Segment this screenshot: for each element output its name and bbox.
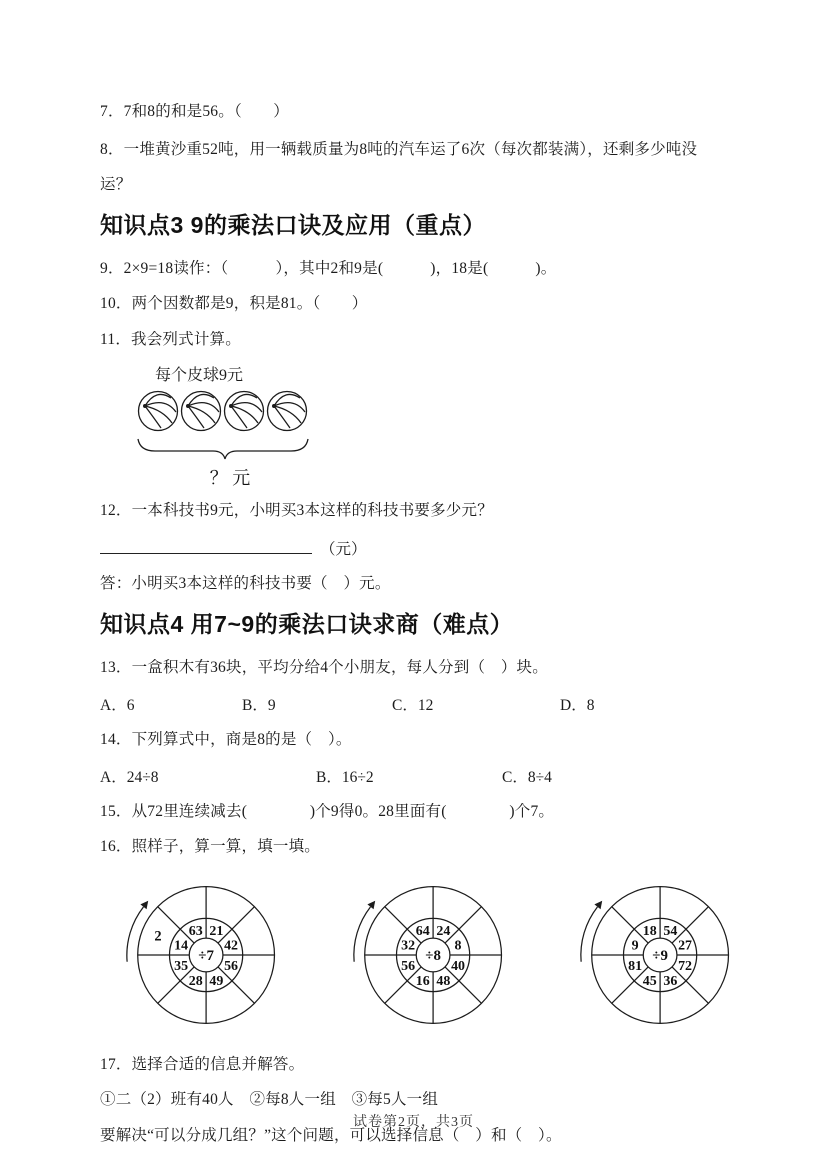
- wheel-inner-value: 54: [663, 924, 678, 940]
- wheel-inner-value: 56: [401, 959, 416, 975]
- wheel-inner-value: 49: [209, 974, 224, 990]
- question-14: 14．下列算式中，商是8的是（ ）。: [100, 730, 352, 748]
- division-wheel-7: [104, 865, 287, 1045]
- answer-unit: （元）: [320, 540, 367, 558]
- division-wheels-figure: [104, 865, 741, 1045]
- question-7: 7．7和8的和是56。（ ）: [100, 103, 290, 120]
- wheel-inner-value: 28: [188, 974, 203, 990]
- balls-figure: [100, 362, 741, 491]
- wheel-inner-value: 16: [415, 974, 430, 990]
- heading-knowledge-point-4: 知识点4 用7~9的乘法口诀求商（难点）: [100, 610, 514, 637]
- balls-question-text: ？ 元: [209, 467, 251, 488]
- question-13: 13．一盒积木有36块，平均分给4个小朋友，每人分到（ ）块。: [100, 658, 548, 676]
- wheel-inner-value: 27: [678, 938, 693, 954]
- wheel-inner-value: 24: [436, 924, 451, 940]
- option-a: A．24÷8: [100, 769, 159, 787]
- wheel-inner-value: 21: [209, 924, 224, 940]
- wheel-center-divisor: ÷8: [425, 948, 441, 965]
- wheel-inner-value: 72: [678, 959, 693, 975]
- wheel-inner-value: 81: [628, 959, 643, 975]
- balls-illustration: [133, 389, 323, 491]
- question-12: 12．一本科技书9元，小明买3本这样的科技书要多少元？: [100, 501, 493, 519]
- wheel-inner-value: 35: [174, 959, 189, 975]
- question-8-line2: 运？: [100, 176, 132, 194]
- question-9: 9．2×9=18读作：（ ），其中2和9是( )，18是( )。: [100, 260, 557, 278]
- balls-figure-label: 每个皮球9元: [155, 366, 244, 384]
- wheel-inner-value: 14: [174, 938, 189, 954]
- ball-icon: [139, 391, 178, 430]
- question-11: 11．我会列式计算。: [100, 330, 241, 348]
- option-b: B．16÷2: [316, 769, 374, 787]
- wheel-center-divisor: ÷9: [652, 948, 668, 965]
- wheel-inner-value: 64: [415, 924, 430, 940]
- wheel-inner-value: 40: [451, 959, 466, 975]
- option-a: A．6: [100, 696, 135, 714]
- brace-under-balls: [138, 439, 308, 459]
- option-c: C．8÷4: [502, 769, 552, 787]
- question-12-answer-blank-row: [100, 537, 741, 559]
- question-14-options: [100, 765, 741, 787]
- wheel-outer-example-answer: 2: [154, 928, 162, 945]
- option-b: B．9: [242, 696, 276, 714]
- wheel-inner-value: 18: [642, 924, 657, 940]
- wheel-inner-value: 42: [224, 938, 239, 954]
- question-15: 15．从72里连续减去( )个9得0。28里面有( )个7。: [100, 803, 555, 821]
- question-12-answer-sentence: 答：小明买3本这样的科技书要（ ）元。: [100, 574, 391, 592]
- wheel-inner-value: 45: [642, 974, 657, 990]
- question-8-line1: 8．一堆黄沙重52吨，用一辆载质量为8吨的汽车运了6次（每次都装满），还剩多少吨没: [100, 141, 698, 159]
- wheel-inner-value: 8: [454, 938, 462, 954]
- ball-icon: [268, 391, 307, 430]
- question-17-info: ①二（2）班有40人 ②每8人一组 ③每5人一组: [100, 1091, 439, 1109]
- division-wheel-8: [331, 865, 514, 1045]
- page-footer: 试卷第2页，共3页: [353, 1115, 474, 1130]
- wheel-inner-value: 63: [188, 924, 203, 940]
- heading-knowledge-point-3: 知识点3 9的乘法口诀及应用（重点）: [100, 212, 486, 239]
- question-16: 16．照样子，算一算，填一填。: [100, 838, 321, 856]
- question-13-options: [100, 693, 741, 715]
- division-wheel-9: [558, 865, 741, 1045]
- wheel-inner-value: 56: [224, 959, 239, 975]
- question-17-conclude: 要解决“可以分成几组？”这个问题，可以选择信息（ ）和（ ）。: [100, 1126, 562, 1144]
- wheel-inner-value: 9: [631, 938, 639, 954]
- ball-icon: [225, 391, 264, 430]
- option-c: C．12: [392, 696, 434, 714]
- question-17: 17．选择合适的信息并解答。: [100, 1056, 305, 1074]
- wheel-inner-value: 32: [401, 938, 416, 954]
- wheel-inner-value: 48: [436, 974, 451, 990]
- wheel-inner-value: 36: [663, 974, 678, 990]
- question-10: 10．两个因数都是9，积是81。（ ）: [100, 295, 368, 313]
- answer-blank-line: [100, 539, 312, 554]
- option-d: D．8: [560, 696, 595, 714]
- ball-icon: [182, 391, 221, 430]
- wheel-center-divisor: ÷7: [198, 948, 214, 965]
